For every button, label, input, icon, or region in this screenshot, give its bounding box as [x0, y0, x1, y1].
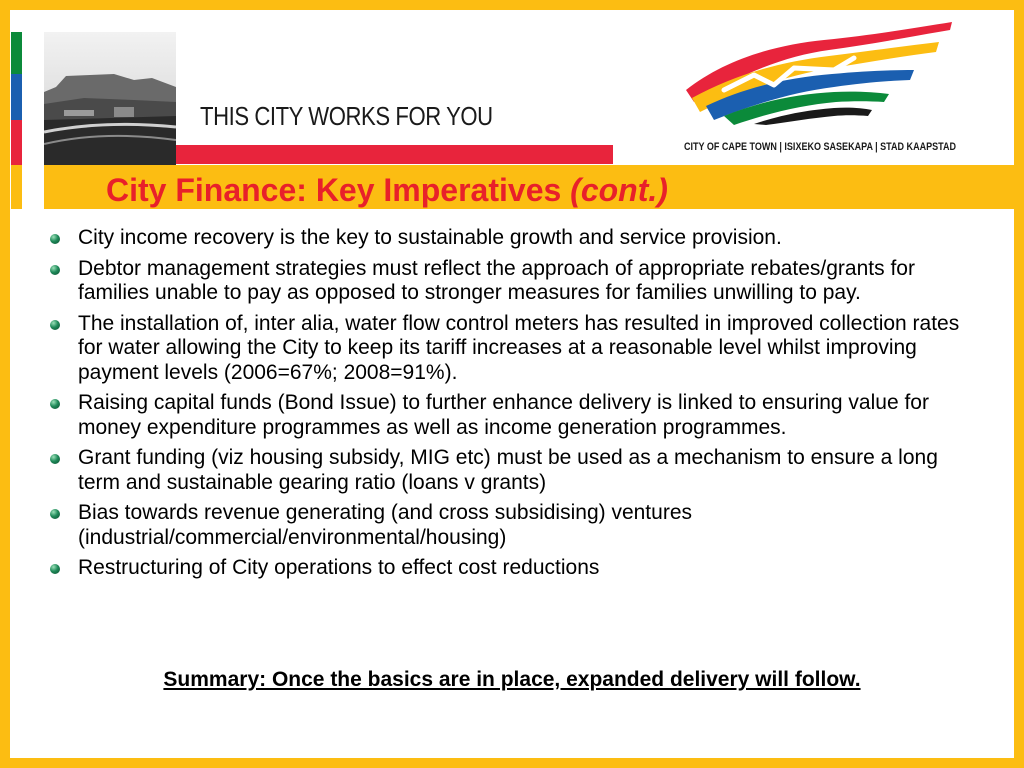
- header-red-bar: [176, 145, 613, 164]
- bullet-icon: [50, 399, 60, 409]
- bullet-text: Debtor management strategies must reflect the approach of appropriate rebates/grants for families unable to pay as opposed to stronger measures for families unwilling to pay.: [78, 256, 915, 304]
- color-strip-blue: [11, 74, 22, 120]
- slide-title-suffix: (cont.): [570, 172, 668, 208]
- bullet-icon: [50, 454, 60, 464]
- bullet-text: City income recovery is the key to sustainable growth and service provision.: [78, 226, 782, 249]
- bullet-icon: [50, 320, 60, 330]
- list-item: [48, 556, 983, 581]
- list-item: [48, 501, 983, 550]
- bullet-text: Grant funding (viz housing subsidy, MIG etc) must be used as a mechanism to ensure a long term and sustainable gearing ratio (loans v grants): [78, 446, 938, 494]
- table-mountain-photo-icon: [44, 32, 176, 165]
- logo-text: CITY OF CAPE TOWN | ISIXEKO SASEKAPA | STAD KAAPSTAD: [684, 141, 956, 153]
- list-item: [48, 391, 983, 440]
- color-strip-yellow: [11, 165, 22, 209]
- bullet-icon: [50, 265, 60, 275]
- tagline: THIS CITY WORKS FOR YOU: [200, 101, 493, 131]
- bullet-text: The installation of, inter alia, water flow control meters has resulted in improved collection rates for water allowing the City to keep its tariff increases at a reasonable level whilst improving payment levels (2006=67%; 2008=91%).: [78, 311, 960, 384]
- slide-title: [106, 172, 668, 209]
- list-item: [48, 446, 983, 495]
- list-item: [48, 257, 983, 306]
- color-strip-red: [11, 120, 22, 165]
- bullet-icon: [50, 509, 60, 519]
- bullet-icon: [50, 564, 60, 574]
- list-item: [48, 312, 983, 386]
- summary-text: Summary: Once the basics are in place, expanded delivery will follow.: [163, 668, 861, 691]
- bullet-icon: [50, 234, 60, 244]
- list-item: [48, 226, 983, 251]
- bullet-text: Restructuring of City operations to effect cost reductions: [78, 556, 600, 579]
- cape-town-flag-logo-icon: [684, 20, 954, 125]
- bullet-text: Bias towards revenue generating (and cross subsidising) ventures (industrial/commercial/environmental/housing): [78, 501, 692, 549]
- color-strip-green: [11, 32, 22, 74]
- slide-title-main: City Finance: Key Imperatives: [106, 172, 562, 208]
- bullet-text: Raising capital funds (Bond Issue) to further enhance delivery is linked to ensuring value for money expenditure programmes as well as income generation programmes.: [78, 391, 929, 439]
- bullet-list: [48, 226, 983, 587]
